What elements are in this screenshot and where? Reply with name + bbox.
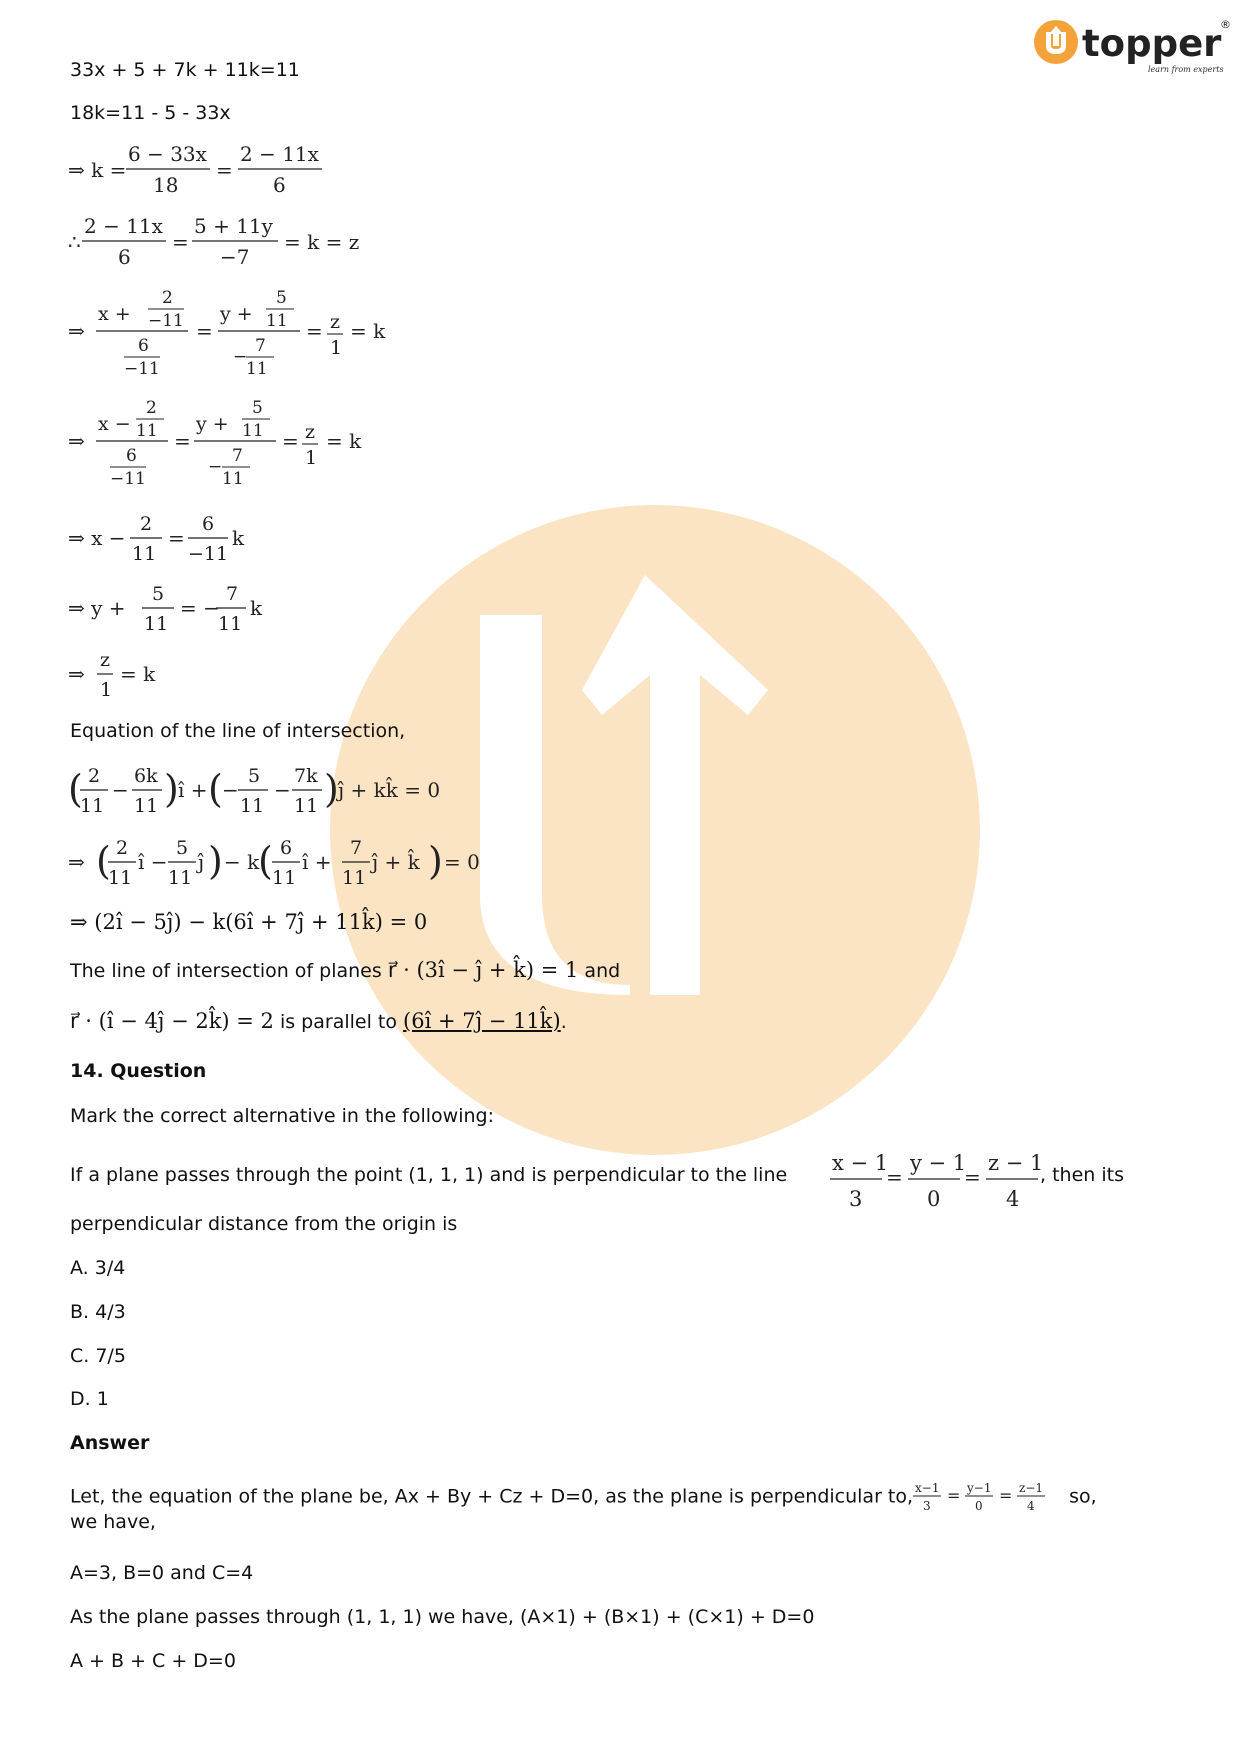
svg-text:∴: ∴ (68, 230, 81, 254)
svg-text:−: − (274, 778, 291, 802)
svg-text:0: 0 (927, 1187, 941, 1211)
svg-text:): ) (428, 839, 443, 883)
svg-text:ĵ + k̂: ĵ + k̂ (372, 850, 420, 874)
svg-text:11: 11 (134, 795, 159, 817)
svg-text:⇒: ⇒ (68, 319, 85, 343)
conclusion-line-2 (70, 1008, 567, 1035)
svg-text:k: k (250, 596, 263, 620)
svg-text:11: 11 (132, 543, 157, 565)
step-b-equation (68, 398, 368, 493)
svg-text:11: 11 (144, 613, 169, 635)
svg-text:= k = z: = k = z (284, 230, 360, 254)
svg-text:=: = (172, 230, 189, 254)
svg-text:1: 1 (330, 337, 343, 359)
svg-text:ĵ + kk̂ = 0: ĵ + kk̂ = 0 (338, 778, 441, 802)
answer-inline-line-equation (913, 1479, 1063, 1515)
step-x-equation (68, 510, 288, 577)
svg-text:6: 6 (280, 837, 293, 859)
registered-mark: ® (1220, 18, 1230, 31)
svg-text:î +: î + (178, 778, 208, 802)
svg-text:z: z (330, 311, 341, 333)
svg-text:= k: = k (120, 662, 156, 686)
svg-text:z−1: z−1 (1019, 1481, 1044, 1495)
svg-text:⇒ y +: ⇒ y + (68, 596, 126, 620)
svg-text:î −: î − (138, 850, 168, 874)
svg-text:6 − 33x: 6 − 33x (128, 142, 207, 166)
svg-text:x−1: x−1 (915, 1481, 940, 1495)
svg-text:−11: −11 (148, 311, 184, 331)
svg-text:11: 11 (246, 359, 268, 379)
svg-text:=: = (174, 429, 191, 453)
svg-text:î +: î + (302, 850, 332, 874)
line-equation-2 (68, 834, 528, 901)
option-d: D. 1 (70, 1388, 109, 1410)
svg-text:5: 5 (248, 765, 261, 787)
step-y-equation (68, 580, 288, 647)
svg-text:11: 11 (168, 867, 193, 889)
conclusion-line-1 (70, 957, 620, 984)
parallel-vector: (6î + 7ĵ − 11k̂) (403, 1009, 561, 1033)
question-heading: 14. Question (70, 1060, 207, 1082)
svg-text:1: 1 (305, 447, 318, 469)
svg-text:= k: = k (326, 429, 362, 453)
option-a: A. 3/4 (70, 1257, 126, 1279)
option-b: B. 4/3 (70, 1301, 126, 1323)
svg-text:=: = (947, 1486, 961, 1505)
svg-text:11: 11 (242, 421, 264, 441)
svg-text:z: z (305, 421, 316, 443)
svg-text:11: 11 (342, 867, 367, 889)
line-equation-1 (68, 762, 488, 829)
svg-text:−: − (112, 778, 129, 802)
svg-text:6k: 6k (134, 765, 158, 787)
conclusion-and: and (584, 960, 621, 982)
svg-text:=: = (168, 526, 185, 550)
svg-text:2 − 11x: 2 − 11x (84, 214, 163, 238)
svg-text:−7: −7 (220, 245, 250, 269)
svg-text:⇒: ⇒ (68, 662, 85, 686)
question-text-then: , then its (1040, 1164, 1124, 1186)
svg-text:x −: x − (98, 413, 131, 435)
svg-text:): ) (208, 839, 223, 883)
step-a-equation (68, 288, 388, 383)
svg-text:−: − (222, 778, 239, 802)
svg-text:3: 3 (923, 1499, 931, 1513)
svg-text:5: 5 (152, 583, 165, 605)
svg-text:=: = (886, 1165, 903, 1189)
svg-text:−: − (233, 347, 248, 367)
step-k-equation (68, 140, 338, 207)
svg-text:4: 4 (1006, 1187, 1020, 1211)
svg-text:=: = (282, 429, 299, 453)
svg-text:7: 7 (232, 446, 243, 466)
answer-line-2: A=3, B=0 and C=4 (70, 1562, 254, 1584)
svg-text:2: 2 (116, 837, 129, 859)
answer-line-4: A + B + C + D=0 (70, 1650, 236, 1672)
answer-text-so: so, (1069, 1485, 1097, 1508)
question-text-line-1: If a plane passes through the point (1, 1, 1) and is perpendicular to the line (70, 1164, 788, 1186)
svg-text:=: = (306, 319, 323, 343)
svg-text:2 − 11x: 2 − 11x (240, 142, 319, 166)
answer-line-3: As the plane passes through (1, 1, 1) we have, (A×1) + (B×1) + (C×1) + D=0 (70, 1606, 815, 1628)
svg-text:x +: x + (98, 303, 131, 325)
svg-text:): ) (164, 767, 179, 811)
svg-text:11: 11 (136, 421, 158, 441)
svg-text:4: 4 (1027, 1499, 1035, 1513)
svg-text:⇒ x −: ⇒ x − (68, 526, 126, 550)
svg-text:⇒: ⇒ (68, 850, 85, 874)
svg-text:=: = (196, 319, 213, 343)
svg-text:= −: = − (180, 596, 220, 620)
svg-text:z − 1: z − 1 (988, 1151, 1044, 1175)
logo-tagline: learn from experts (1148, 65, 1224, 74)
svg-text:−11: −11 (110, 469, 146, 489)
svg-text:5: 5 (276, 288, 287, 308)
svg-text:6: 6 (118, 245, 131, 269)
svg-text:y − 1: y − 1 (910, 1151, 967, 1175)
answer-paragraph-1 (70, 1479, 1097, 1515)
svg-text:7k: 7k (294, 765, 318, 787)
logo-wordmark: topper (1082, 22, 1222, 65)
svg-text:11: 11 (108, 867, 133, 889)
svg-text:18: 18 (153, 173, 179, 197)
svg-text:ĵ: ĵ (198, 850, 205, 874)
step-z-equation (68, 646, 168, 713)
conclusion-text-1: The line of intersection of planes (70, 960, 382, 982)
svg-text:7: 7 (350, 837, 363, 859)
svg-text:− k: − k (224, 850, 260, 874)
plane-1-equation: r⃗ · (3î − ĵ + k̂) = 1 (387, 958, 579, 982)
svg-text:(: ( (258, 839, 273, 883)
svg-text:=: = (216, 158, 233, 182)
svg-text:6: 6 (126, 446, 137, 466)
svg-text:(: ( (68, 767, 83, 811)
svg-text:−11: −11 (124, 359, 160, 379)
svg-text:= k: = k (350, 319, 386, 343)
svg-text:(: ( (96, 839, 111, 883)
svg-text:7: 7 (226, 583, 239, 605)
svg-text:2: 2 (140, 513, 153, 535)
svg-text:y +: y + (196, 413, 229, 435)
work-line-1: 33x + 5 + 7k + 11k=11 (70, 59, 300, 81)
answer-text-1: Let, the equation of the plane be, Ax + By + Cz + D=0, as the plane is perpendicular to, (70, 1485, 914, 1508)
svg-text:−11: −11 (188, 543, 229, 565)
equation-label: Equation of the line of intersection, (70, 720, 406, 742)
svg-text:= 0: = 0 (444, 850, 480, 874)
conclusion-period: . (560, 1011, 567, 1033)
svg-text:k: k (232, 526, 245, 550)
svg-text:y +: y + (220, 303, 253, 325)
svg-text:11: 11 (218, 613, 243, 635)
conclusion-text-2: is parallel to (279, 1011, 397, 1033)
answer-text-we-have: we have, (70, 1511, 156, 1533)
svg-text:⇒ k =: ⇒ k = (68, 158, 127, 182)
option-c: C. 7/5 (70, 1345, 126, 1367)
svg-text:=: = (964, 1165, 981, 1189)
svg-text:2: 2 (146, 398, 157, 418)
svg-text:6: 6 (138, 336, 149, 356)
svg-text:3: 3 (849, 1187, 863, 1211)
svg-text:1: 1 (100, 679, 113, 701)
svg-text:6: 6 (273, 173, 286, 197)
question-line-equation (830, 1146, 1050, 1221)
topper-logo (1030, 16, 1230, 80)
svg-text:−: − (208, 457, 223, 477)
svg-text:7: 7 (255, 336, 266, 356)
svg-text:11: 11 (266, 311, 288, 331)
svg-text:11: 11 (294, 795, 319, 817)
work-line-2: 18k=11 - 5 - 33x (70, 102, 231, 124)
svg-text:y−1: y−1 (967, 1481, 992, 1495)
svg-text:2: 2 (162, 288, 173, 308)
svg-text:=: = (999, 1486, 1013, 1505)
svg-text:11: 11 (272, 867, 297, 889)
plane-2-equation: r⃗ · (î − 4ĵ − 2k̂) = 2 (70, 1009, 274, 1033)
svg-text:6: 6 (202, 513, 215, 535)
svg-text:0: 0 (975, 1499, 983, 1513)
svg-text:2: 2 (88, 765, 101, 787)
line-equation-3: ⇒ (2î − 5ĵ) − k(6î + 7ĵ + 11k̂) = 0 (70, 910, 428, 934)
svg-text:): ) (324, 767, 339, 811)
svg-text:z: z (100, 649, 111, 671)
svg-text:⇒: ⇒ (68, 429, 85, 453)
answer-heading: Answer (70, 1432, 150, 1454)
svg-text:5: 5 (252, 398, 263, 418)
question-text-line-2: perpendicular distance from the origin is (70, 1213, 458, 1235)
svg-text:(: ( (208, 767, 223, 811)
svg-text:11: 11 (80, 795, 105, 817)
svg-text:5: 5 (176, 837, 189, 859)
svg-text:11: 11 (222, 469, 244, 489)
svg-text:x − 1: x − 1 (832, 1151, 889, 1175)
svg-text:11: 11 (240, 795, 265, 817)
question-instruction: Mark the correct alternative in the following: (70, 1105, 495, 1127)
svg-text:5 + 11y: 5 + 11y (194, 214, 273, 238)
step-therefore-equation (68, 212, 388, 279)
